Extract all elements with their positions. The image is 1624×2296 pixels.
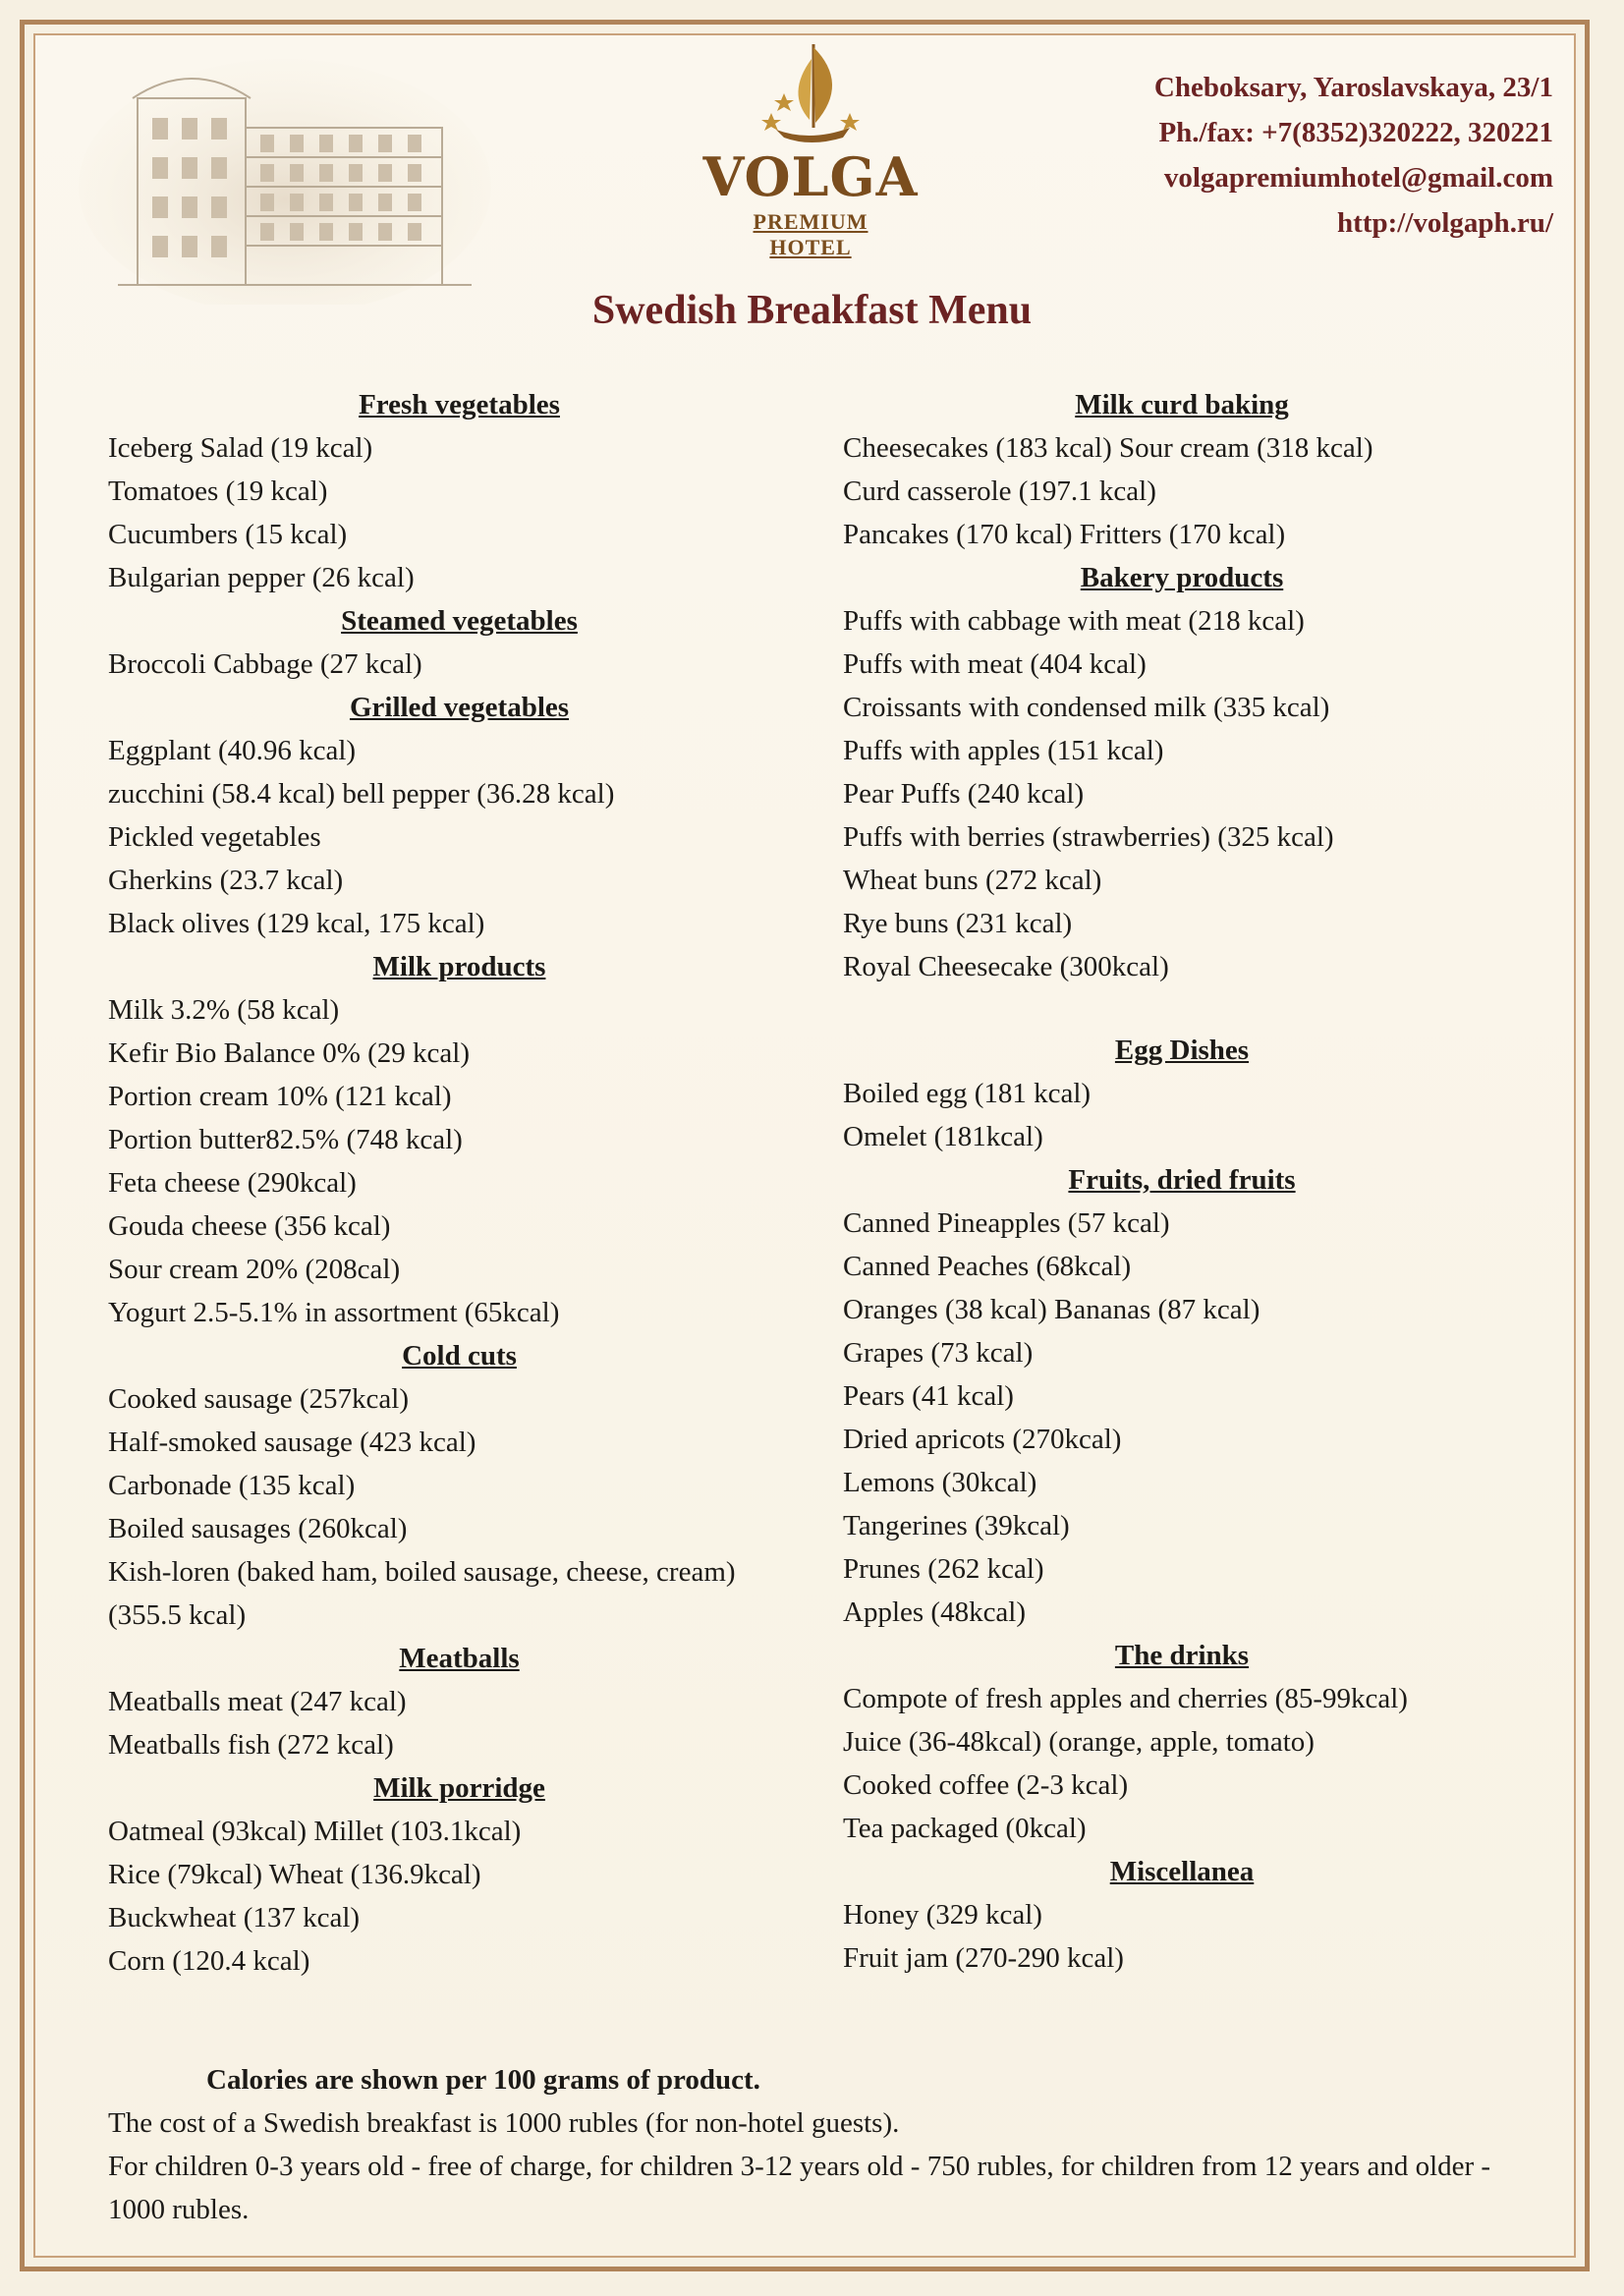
menu-item: Dried apricots (270kcal) [843, 1424, 1122, 1455]
section-heading: Fruits, dried fruits [1068, 1164, 1296, 1196]
menu-item: Puffs with apples (151 kcal) [843, 735, 1164, 766]
menu-item: Pears (41 kcal) [843, 1380, 1014, 1412]
menu-item: Yogurt 2.5-5.1% in assortment (65kcal) [108, 1297, 560, 1328]
website-link[interactable]: http://volgaph.ru/ [1337, 207, 1553, 239]
menu-item: Boiled sausages (260kcal) [108, 1513, 408, 1544]
section-heading: Milk products [372, 951, 546, 982]
menu-item: Meatballs meat (247 kcal) [108, 1686, 407, 1717]
menu-item: Pancakes (170 kcal) Fritters (170 kcal) [843, 519, 1286, 550]
menu-item: Corn (120.4 kcal) [108, 1945, 310, 1977]
page-title: Swedish Breakfast Menu [591, 288, 1033, 333]
menu-item: Croissants with condensed milk (335 kcal) [843, 692, 1330, 723]
menu-item: Milk 3.2% (58 kcal) [108, 994, 340, 1026]
star-icon [840, 113, 860, 131]
menu-item: Compote of fresh apples and cherries (85-99kcal) [843, 1683, 1408, 1714]
menu-item: Pear Puffs (240 kcal) [843, 778, 1085, 810]
section-heading: Grilled vegetables [349, 692, 570, 723]
menu-item: Fruit jam (270-290 kcal) [843, 1942, 1124, 1974]
hotel-logo [693, 39, 928, 259]
menu-item: Pickled vegetables [108, 821, 321, 853]
menu-item: Carbonade (135 kcal) [108, 1470, 356, 1501]
section-heading: Cold cuts [402, 1340, 517, 1372]
menu-item: Tomatoes (19 kcal) [108, 476, 328, 507]
menu-item: Omelet (181kcal) [843, 1121, 1043, 1152]
menu-item: Puffs with meat (404 kcal) [843, 648, 1147, 680]
menu-item: Kefir Bio Balance 0% (29 kcal) [108, 1037, 470, 1069]
menu-item: Tangerines (39kcal) [843, 1510, 1070, 1541]
menu-item: Buckwheat (137 kcal) [108, 1902, 361, 1933]
menu-column-left [108, 383, 811, 1983]
hotel-building-illustration [79, 39, 491, 305]
menu-item: Black olives (129 kcal, 175 kcal) [108, 908, 485, 939]
menu-item: Rye buns (231 kcal) [843, 908, 1073, 939]
menu-item: Oranges (38 kcal) Bananas (87 kcal) [843, 1294, 1260, 1325]
menu-item: Portion butter82.5% (748 kcal) [108, 1124, 463, 1155]
star-icon [761, 113, 781, 131]
menu-item: Meatballs fish (272 kcal) [108, 1729, 394, 1761]
menu-item: Cucumbers (15 kcal) [108, 519, 348, 550]
menu-item: Rice (79kcal) Wheat (136.9kcal) [108, 1859, 481, 1890]
menu-item: Boiled egg (181 kcal) [843, 1078, 1092, 1109]
section-heading: Miscellanea [1109, 1856, 1255, 1887]
menu-item: Tea packaged (0kcal) [843, 1813, 1087, 1844]
menu-item: zucchini (58.4 kcal) bell pepper (36.28 kcal) [108, 778, 615, 810]
contact-block [1154, 65, 1553, 246]
menu-item: Sour cream 20% (208cal) [108, 1254, 401, 1285]
menu-item: Cooked coffee (2-3 kcal) [843, 1769, 1129, 1801]
menu-item: Eggplant (40.96 kcal) [108, 735, 357, 766]
email-link[interactable]: volgapremiumhotel@gmail.com [1163, 162, 1553, 194]
menu-item: Canned Peaches (68kcal) [843, 1251, 1132, 1282]
menu-item: Portion cream 10% (121 kcal) [108, 1081, 452, 1112]
menu-item: Bulgarian pepper (26 kcal) [108, 562, 415, 593]
menu-item: Puffs with berries (strawberries) (325 kcal) [843, 821, 1334, 853]
section-heading: Milk porridge [373, 1772, 545, 1804]
calorie-note: Calories are shown per 100 grams of product. [206, 2064, 760, 2096]
menu-item: Grapes (73 kcal) [843, 1337, 1034, 1369]
phone-fax: Ph./fax: +7(8352)320222, 320221 [1158, 117, 1553, 148]
menu-item: Canned Pineapples (57 kcal) [843, 1207, 1170, 1239]
section-heading: Bakery products [1080, 562, 1284, 593]
section-heading: Milk curd baking [1075, 389, 1289, 420]
menu-item: Gherkins (23.7 kcal) [108, 865, 344, 896]
menu-item: Oatmeal (93kcal) Millet (103.1kcal) [108, 1816, 522, 1847]
menu-item: Royal Cheesecake (300kcal) [843, 951, 1169, 982]
star-icon [774, 93, 794, 111]
menu-item: Feta cheese (290kcal) [108, 1167, 357, 1199]
menu-item: Curd casserole (197.1 kcal) [843, 476, 1156, 507]
menu-item: Broccoli Cabbage (27 kcal) [108, 648, 422, 680]
menu-item: Honey (329 kcal) [843, 1899, 1042, 1931]
section-heading: The drinks [1114, 1640, 1250, 1671]
menu-item: Juice (36-48kcal) (orange, apple, tomato) [843, 1726, 1315, 1758]
sailboat-icon [756, 39, 865, 152]
menu-item: Lemons (30kcal) [843, 1467, 1037, 1498]
section-heading: Fresh vegetables [359, 389, 560, 420]
menu-item: Gouda cheese (356 kcal) [108, 1210, 391, 1242]
section-heading: Steamed vegetables [341, 605, 578, 637]
menu-item: Half-smoked sausage (423 kcal) [108, 1427, 476, 1458]
logo-name: VOLGA [702, 145, 919, 208]
menu-item: Apples (48kcal) [843, 1596, 1027, 1628]
menu-item: Wheat buns (272 kcal) [843, 865, 1102, 896]
menu-item: Iceberg Salad (19 kcal) [108, 432, 373, 464]
section-heading: Meatballs [399, 1643, 520, 1674]
cost-note: The cost of a Swedish breakfast is 1000 rubles (for non-hotel guests). [108, 2107, 900, 2139]
spacer [843, 988, 1521, 1029]
section-heading: Egg Dishes [1114, 1035, 1250, 1066]
address: Cheboksary, Yaroslavskaya, 23/1 [1153, 72, 1553, 103]
menu-column-right [843, 383, 1521, 1980]
menu-item: Puffs with cabbage with meat (218 kcal) [843, 605, 1305, 637]
logo-subtitle: PREMIUM HOTEL [753, 209, 868, 259]
footer-notes [108, 2058, 1533, 2231]
menu-item: Kish-loren (baked ham, boiled sausage, cheese, cream) (355.5 kcal) [108, 1556, 736, 1631]
menu-item: Cheesecakes (183 kcal) Sour cream (318 kcal) [843, 432, 1373, 464]
children-pricing-note: For children 0-3 years old - free of charge, for children 3-12 years old - 750 rubles, for children from 12 years and older - 1000 rubles. [108, 2151, 1491, 2225]
menu-item: Cooked sausage (257kcal) [108, 1383, 410, 1415]
menu-item: Prunes (262 kcal) [843, 1553, 1044, 1585]
